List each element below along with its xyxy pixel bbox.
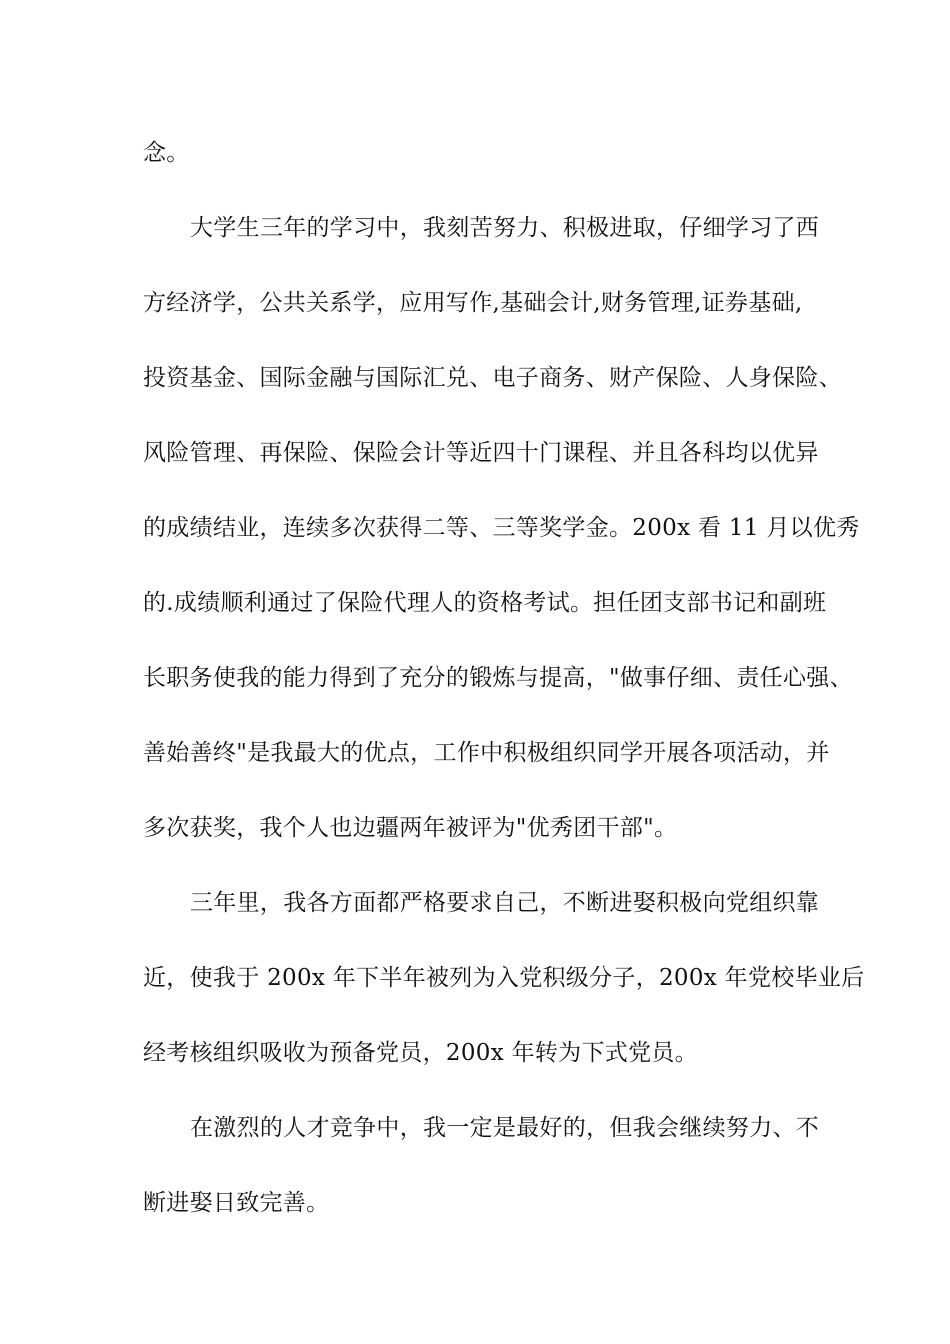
text-line: 投资基金、国际金融与国际汇兑、电子商务、财产保险、人身保险、 — [143, 365, 842, 391]
text-line: 经考核组织吸收为预备党员，200x 年转为下式党员。 — [143, 1040, 698, 1066]
text-line: 三年里，我各方面都严格要求自己，不断进娶积极向党组织靠 — [190, 890, 820, 916]
text-line: 大学生三年的学习中，我刻苦努力、积极进取，仔细学习了西 — [190, 215, 820, 241]
text-line: 近，使我于 200x 年下半年被列为入党积级分子，200x 年党校毕业后 — [143, 965, 865, 991]
text-line: 在激烈的人才竞争中，我一定是最好的，但我会继续努力、不 — [190, 1115, 820, 1141]
text-line: 的成绩结业，连续多次获得二等、三等奖学金。200x 看 11 月以优秀 — [143, 515, 860, 541]
text-line: 方经济学，公共关系学，应用写作,基础会计,财务管理,证券基础, — [143, 290, 803, 316]
text-line: 多次获奖，我个人也边疆两年被评为"优秀团干部"。 — [143, 815, 678, 841]
text-line: 善始善终"是我最大的优点，工作中积极组织同学开展各项活动，并 — [143, 740, 830, 766]
text-line: 风险管理、再保险、保险会计等近四十门课程、并且各科均以优异 — [143, 440, 819, 466]
text-line: 念。 — [143, 140, 190, 166]
text-line: 断进娶日致完善。 — [143, 1190, 330, 1216]
text-line: 的.成绩顺利通过了保险代理人的资格考试。担任团支部书记和副班 — [143, 590, 827, 616]
text-line: 长职务使我的能力得到了充分的锻炼与提高，"做事仔细、责任心强、 — [143, 665, 853, 691]
